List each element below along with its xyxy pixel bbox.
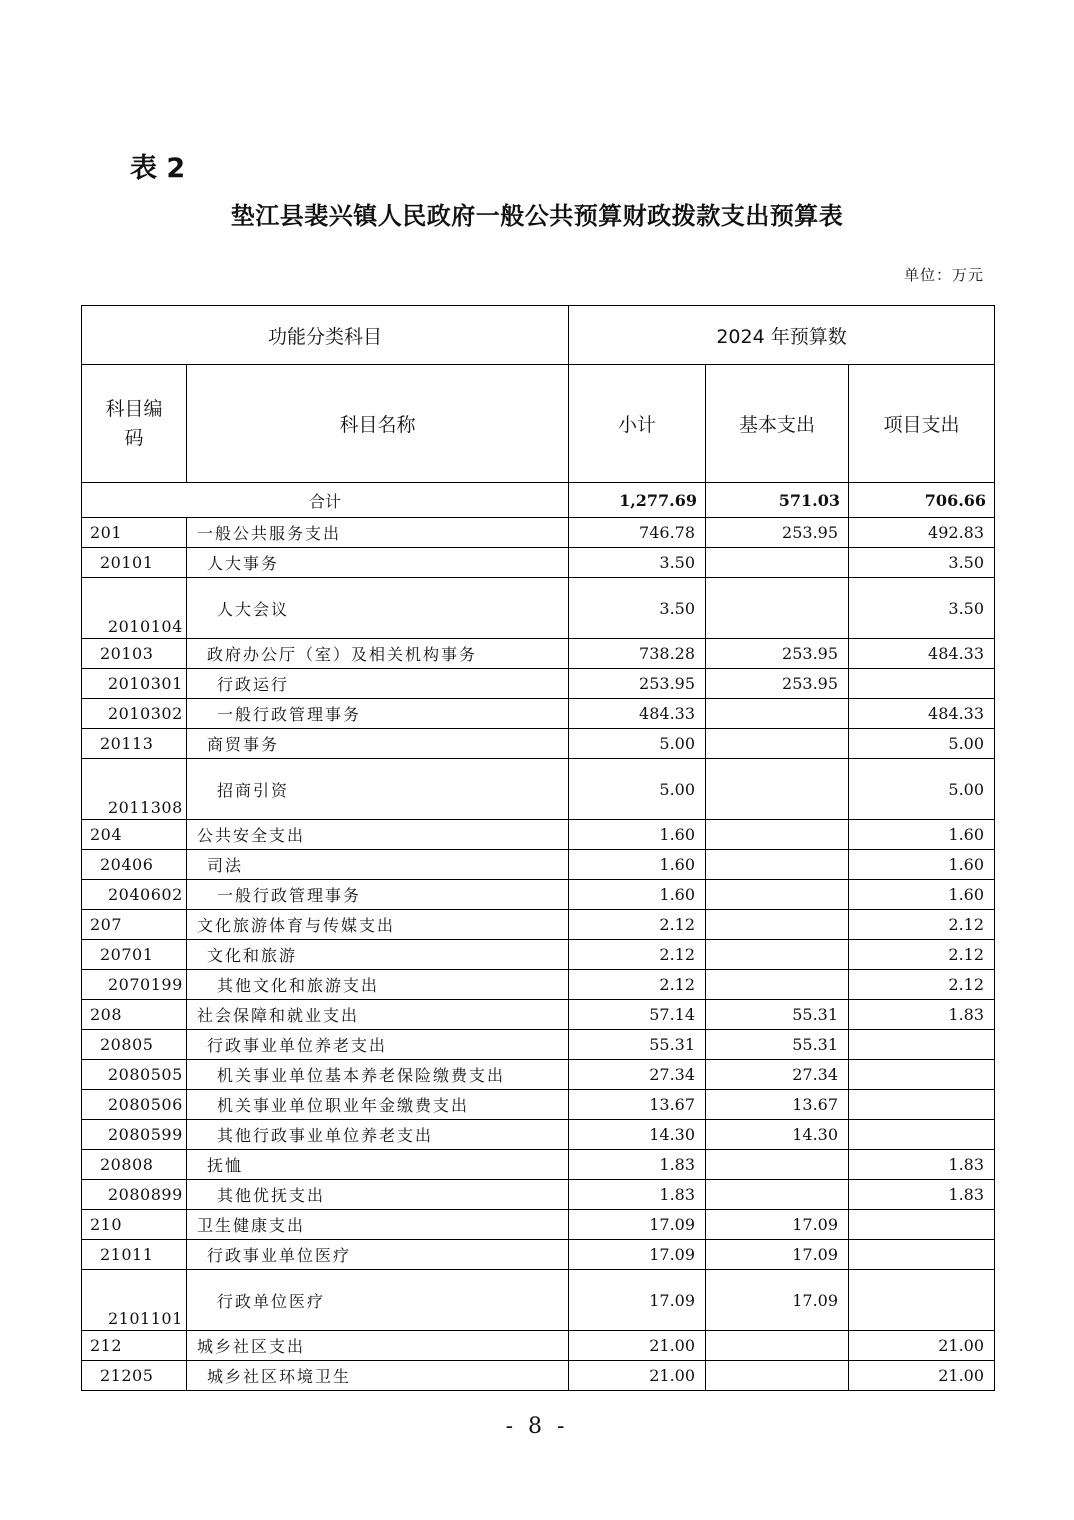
row-code: 208	[82, 1000, 187, 1030]
row-name: 机关事业单位职业年金缴费支出	[187, 1090, 569, 1120]
row-code: 21011	[82, 1240, 187, 1270]
row-code: 210	[82, 1210, 187, 1240]
row-subtotal: 2.12	[569, 940, 706, 970]
row-code: 207	[82, 910, 187, 940]
row-subtotal: 17.09	[569, 1270, 706, 1331]
table-row	[82, 759, 995, 820]
row-basic: 55.31	[706, 1000, 849, 1030]
row-subtotal: 5.00	[569, 759, 706, 820]
row-name: 卫生健康支出	[187, 1210, 569, 1240]
row-code: 212	[82, 1331, 187, 1361]
row-project: 1.60	[849, 850, 995, 880]
row-basic: 55.31	[706, 1030, 849, 1060]
table-row	[82, 1000, 995, 1030]
row-subtotal: 738.28	[569, 639, 706, 669]
row-project: 2.12	[849, 970, 995, 1000]
row-basic: 253.95	[706, 669, 849, 699]
header-name: 科目名称	[187, 365, 569, 483]
row-subtotal: 1.83	[569, 1150, 706, 1180]
row-subtotal: 1.60	[569, 880, 706, 910]
row-code: 2080506	[82, 1090, 187, 1120]
row-basic	[706, 880, 849, 910]
document-title: 垫江县裴兴镇人民政府一般公共预算财政拨款支出预算表	[230, 201, 844, 230]
row-code: 20406	[82, 850, 187, 880]
row-name: 其他行政事业单位养老支出	[187, 1120, 569, 1150]
row-basic	[706, 759, 849, 820]
table-label: 表 2	[130, 153, 186, 184]
row-basic	[706, 1361, 849, 1391]
row-project: 484.33	[849, 699, 995, 729]
row-basic	[706, 820, 849, 850]
header-row-group	[82, 306, 995, 365]
row-basic: 27.34	[706, 1060, 849, 1090]
header-subtotal: 小计	[569, 365, 706, 483]
row-basic: 17.09	[706, 1210, 849, 1240]
table-row	[82, 1180, 995, 1210]
row-name: 其他优抚支出	[187, 1180, 569, 1210]
row-code: 2040602	[82, 880, 187, 910]
row-project: 21.00	[849, 1331, 995, 1361]
page-number: - 8 -	[505, 1414, 569, 1439]
row-name: 商贸事务	[187, 729, 569, 759]
row-name: 公共安全支出	[187, 820, 569, 850]
table-row	[82, 910, 995, 940]
table-row	[82, 1030, 995, 1060]
row-basic: 14.30	[706, 1120, 849, 1150]
table-row	[82, 518, 995, 548]
row-basic	[706, 850, 849, 880]
row-basic	[706, 699, 849, 729]
row-name: 抚恤	[187, 1150, 569, 1180]
row-name: 一般公共服务支出	[187, 518, 569, 548]
row-name: 文化旅游体育与传媒支出	[187, 910, 569, 940]
header-code	[82, 365, 187, 483]
table-row	[82, 1090, 995, 1120]
row-basic: 17.09	[706, 1240, 849, 1270]
row-name: 其他文化和旅游支出	[187, 970, 569, 1000]
row-subtotal: 484.33	[569, 699, 706, 729]
row-basic	[706, 1180, 849, 1210]
row-basic: 253.95	[706, 639, 849, 669]
row-basic	[706, 729, 849, 759]
row-basic	[706, 940, 849, 970]
header-basic: 基本支出	[706, 365, 849, 483]
row-basic	[706, 578, 849, 639]
row-name: 司法	[187, 850, 569, 880]
row-project: 3.50	[849, 548, 995, 578]
row-project	[849, 1090, 995, 1120]
table-row	[82, 729, 995, 759]
row-code: 2011308	[82, 759, 187, 820]
total-basic: 571.03	[706, 483, 849, 518]
row-name: 招商引资	[187, 759, 569, 820]
row-subtotal: 57.14	[569, 1000, 706, 1030]
row-code: 2080899	[82, 1180, 187, 1210]
table-row	[82, 1060, 995, 1090]
header-budget-year: 2024 年预算数	[569, 306, 995, 365]
total-project: 706.66	[849, 483, 995, 518]
row-project	[849, 669, 995, 699]
table-row	[82, 1210, 995, 1240]
row-name: 一般行政管理事务	[187, 880, 569, 910]
row-subtotal: 2.12	[569, 910, 706, 940]
table-row	[82, 1150, 995, 1180]
row-name: 人大会议	[187, 578, 569, 639]
row-project: 1.83	[849, 1000, 995, 1030]
row-project	[849, 1210, 995, 1240]
row-name: 行政运行	[187, 669, 569, 699]
row-basic	[706, 1331, 849, 1361]
row-project: 2.12	[849, 940, 995, 970]
row-name: 人大事务	[187, 548, 569, 578]
budget-table	[81, 305, 995, 1391]
row-code: 2080505	[82, 1060, 187, 1090]
table-row	[82, 699, 995, 729]
row-project: 1.83	[849, 1150, 995, 1180]
row-subtotal: 21.00	[569, 1331, 706, 1361]
row-name: 行政事业单位医疗	[187, 1240, 569, 1270]
row-code: 201	[82, 518, 187, 548]
row-project: 3.50	[849, 578, 995, 639]
row-subtotal: 1.60	[569, 850, 706, 880]
row-basic	[706, 1150, 849, 1180]
row-subtotal: 27.34	[569, 1060, 706, 1090]
table-row	[82, 639, 995, 669]
row-name: 行政单位医疗	[187, 1270, 569, 1331]
row-name: 政府办公厅（室）及相关机构事务	[187, 639, 569, 669]
row-basic: 13.67	[706, 1090, 849, 1120]
table-row	[82, 548, 995, 578]
row-project: 2.12	[849, 910, 995, 940]
table-row	[82, 1120, 995, 1150]
row-subtotal: 55.31	[569, 1030, 706, 1060]
row-project: 1.83	[849, 1180, 995, 1210]
row-subtotal: 746.78	[569, 518, 706, 548]
table-row	[82, 940, 995, 970]
row-project: 484.33	[849, 639, 995, 669]
header-code-text: 科目编码	[105, 397, 163, 449]
row-code: 20101	[82, 548, 187, 578]
row-project: 492.83	[849, 518, 995, 548]
row-basic: 253.95	[706, 518, 849, 548]
row-name: 一般行政管理事务	[187, 699, 569, 729]
table-row	[82, 1331, 995, 1361]
table-row	[82, 880, 995, 910]
total-subtotal: 1,277.69	[569, 483, 706, 518]
row-basic	[706, 970, 849, 1000]
row-name: 文化和旅游	[187, 940, 569, 970]
row-subtotal: 1.60	[569, 820, 706, 850]
row-name: 机关事业单位基本养老保险缴费支出	[187, 1060, 569, 1090]
table-row	[82, 850, 995, 880]
row-basic	[706, 910, 849, 940]
row-project	[849, 1120, 995, 1150]
row-project: 21.00	[849, 1361, 995, 1391]
row-code: 20103	[82, 639, 187, 669]
row-basic	[706, 548, 849, 578]
table-row	[82, 1240, 995, 1270]
row-code: 2101101	[82, 1270, 187, 1331]
table-row	[82, 578, 995, 639]
row-subtotal: 17.09	[569, 1210, 706, 1240]
row-subtotal: 21.00	[569, 1361, 706, 1391]
row-code: 204	[82, 820, 187, 850]
row-code: 2010301	[82, 669, 187, 699]
row-subtotal: 17.09	[569, 1240, 706, 1270]
table-row	[82, 970, 995, 1000]
table-row	[82, 820, 995, 850]
row-name: 城乡社区支出	[187, 1331, 569, 1361]
unit-label: 单位：万元	[903, 266, 984, 284]
row-project	[849, 1060, 995, 1090]
row-code: 20701	[82, 940, 187, 970]
row-project	[849, 1030, 995, 1060]
row-project: 5.00	[849, 759, 995, 820]
row-code: 2010104	[82, 578, 187, 639]
row-subtotal: 2.12	[569, 970, 706, 1000]
row-subtotal: 1.83	[569, 1180, 706, 1210]
row-project: 5.00	[849, 729, 995, 759]
row-code: 20805	[82, 1030, 187, 1060]
row-subtotal: 14.30	[569, 1120, 706, 1150]
row-subtotal: 253.95	[569, 669, 706, 699]
row-code: 20808	[82, 1150, 187, 1180]
total-row	[82, 483, 995, 518]
row-code: 2070199	[82, 970, 187, 1000]
table-row	[82, 669, 995, 699]
header-row-columns	[82, 365, 995, 483]
row-project	[849, 1270, 995, 1331]
row-code: 21205	[82, 1361, 187, 1391]
row-name: 行政事业单位养老支出	[187, 1030, 569, 1060]
row-name: 社会保障和就业支出	[187, 1000, 569, 1030]
row-subtotal: 5.00	[569, 729, 706, 759]
row-basic: 17.09	[706, 1270, 849, 1331]
row-name: 城乡社区环境卫生	[187, 1361, 569, 1391]
header-project: 项目支出	[849, 365, 995, 483]
table-row	[82, 1361, 995, 1391]
row-project: 1.60	[849, 820, 995, 850]
row-code: 2080599	[82, 1120, 187, 1150]
row-code: 20113	[82, 729, 187, 759]
row-subtotal: 3.50	[569, 548, 706, 578]
row-code: 2010302	[82, 699, 187, 729]
row-project	[849, 1240, 995, 1270]
row-project: 1.60	[849, 880, 995, 910]
row-subtotal: 13.67	[569, 1090, 706, 1120]
row-subtotal: 3.50	[569, 578, 706, 639]
total-label: 合计	[82, 483, 569, 518]
header-function-category: 功能分类科目	[82, 306, 569, 365]
table-row	[82, 1270, 995, 1331]
